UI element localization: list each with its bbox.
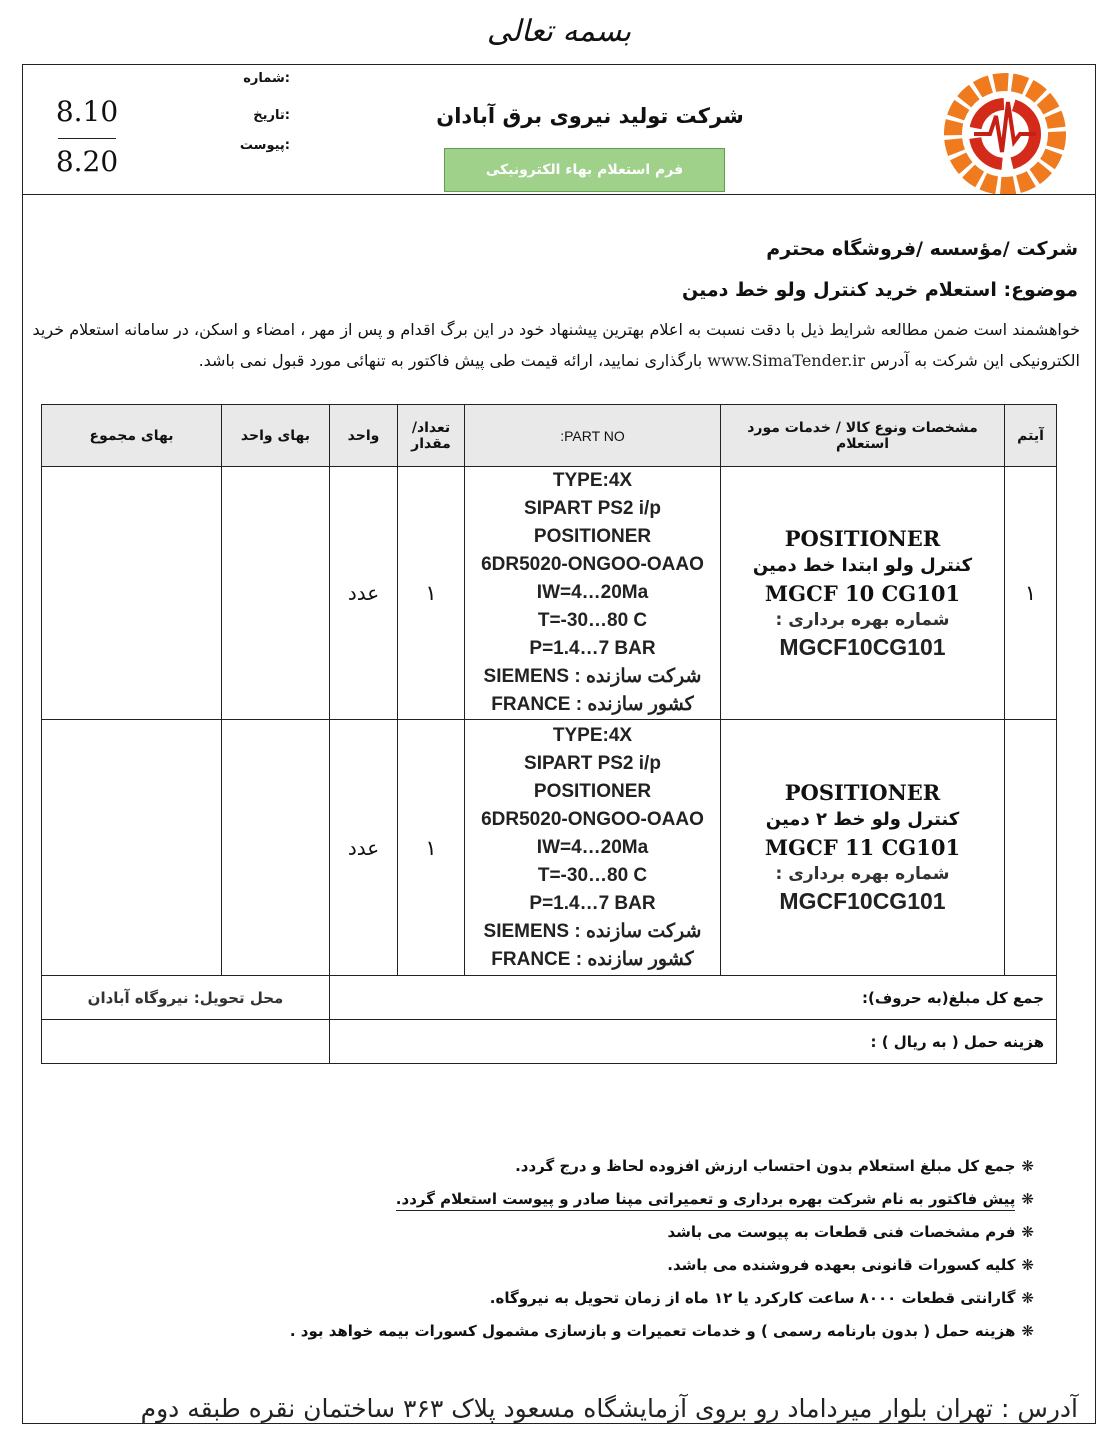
note-text: کلیه کسورات قانونی بعهده فروشنده می باشد. [667,1256,1016,1274]
part-line: IW=4…20Ma [536,836,649,858]
header-qty [398,405,465,467]
total-price-cell[interactable] [42,467,222,720]
header-spec: مشخصات ونوع کالا / خدمات مورد استعلام [721,405,1005,467]
form-title-box: فرم استعلام بهاء الکترونیکی [444,148,725,192]
header-item: آیتم [1005,405,1057,467]
spec-op-label: شماره بهره برداری : [775,864,950,884]
note-item [84,1317,1034,1350]
attachment-label: پیوست: [239,138,290,153]
bottom-divider [22,1423,1096,1424]
note-text: فرم مشخصات فنی قطعات به پیوست می باشد [667,1223,1016,1241]
part-line: کشور سازنده : FRANCE [491,694,694,715]
spec-en: POSITIONER [784,525,941,551]
subject-line: موضوع: استعلام خرید کنترل ولو خط دمین [682,279,1078,301]
part-line: P=1.4…7 BAR [529,892,656,914]
part-line: T=-30…80 C [537,864,648,886]
part-line: شرکت سازنده : SIEMENS [483,666,702,687]
header-part-no: PART NO: [465,405,721,467]
part-line: POSITIONER [533,526,652,547]
note-item [84,1284,1034,1317]
items-table [41,404,1057,1064]
shipping-value-cell[interactable] [42,1020,330,1064]
header-unit-price: بهای واحد [222,405,330,467]
part-line: TYPE:4X [552,470,633,491]
part-line: کشور سازنده : FRANCE [491,948,694,970]
bullet-icon: ❋ [1021,1256,1034,1274]
number-label: شماره: [243,71,290,86]
note-text: جمع کل مبلغ استعلام بدون احتساب ارزش افزوده لحاظ و درج گردد. [515,1157,1016,1175]
handwritten-bottom-number: 8.20 [55,145,119,178]
part-line: P=1.4…7 BAR [529,638,656,659]
table-header-row [42,405,1057,467]
note-text: گارانتی قطعات ۸۰۰۰ ساعت کارکرد یا ۱۲ ماه از زمان تحویل به نیروگاه. [489,1289,1016,1307]
header-qty-line-1: تعداد/ [411,419,451,436]
intro-text-2: بارگذاری نمایید، ارائه قیمت طی پیش فاکتور به تنهائی مورد قبول نمی باشد. [198,351,703,370]
bullet-icon: ❋ [1021,1289,1034,1307]
header-divider [22,194,1096,195]
spec-fa: کنترل ولو خط ۲ دمین [765,809,960,830]
unit-cell: عدد [330,467,398,720]
part-line: TYPE:4X [552,724,633,746]
date-label: تاریخ: [253,108,290,123]
spec-cell [721,720,1005,976]
note-text: هزینه حمل ( بدون بارنامه رسمی ) و خدمات تعمیرات و بازسازی مشمول کسورات بیمه خواهد بود . [289,1322,1016,1340]
intro-text-1: خواهشمند است ضمن مطالعه شرایط ذیل با دقت نسبت به اعلام بهترین پیشنهاد خود در این برگ اقدام و پس از مهر ، امضاء و اسکن، در سامانه استعلام خرید الکترونیکی این شرکت به آدرس [32,320,1080,370]
notes-list [84,1152,1034,1350]
header-total-price: بهای مجموع [42,405,222,467]
spec-fa: کنترل ولو ابتدا خط دمین [752,554,973,576]
part-line: شرکت سازنده : SIEMENS [483,920,702,942]
spec-code: MGCF 10 CG101 [764,580,961,606]
spec-op-label: شماره بهره برداری : [775,609,950,630]
spec-code: MGCF 11 CG101 [764,835,961,860]
sum-label: جمع کل مبلغ(به حروف): [330,976,1057,1020]
company-logo-icon [940,72,1070,194]
part-line: T=-30…80 C [537,610,648,631]
website-link[interactable]: www.SimaTender.ir [707,351,866,370]
spec-en: POSITIONER [784,780,941,805]
part-no-cell [465,720,721,976]
header-unit: واحد [330,405,398,467]
qty-cell: ۱ [398,467,465,720]
spec-op-number: MGCF10CG101 [779,633,946,660]
unit-price-cell[interactable] [222,467,330,720]
unit-cell: عدد [330,720,398,976]
company-name: شرکت تولید نیروی برق آبادان [436,104,744,128]
bismillah-heading: بسمه تعالی [486,14,632,49]
table-row [42,720,1057,976]
bullet-icon: ❋ [1021,1223,1034,1241]
note-item [84,1152,1034,1185]
sum-row [42,976,1057,1020]
note-item [84,1251,1034,1284]
header-qty-line-2: مقدار [411,435,451,452]
bullet-icon: ❋ [1021,1190,1034,1208]
greeting-line: شرکت /مؤسسه /فروشگاه محترم [766,238,1078,260]
note-item [84,1218,1034,1251]
bullet-icon: ❋ [1021,1322,1034,1340]
part-no-cell [465,467,721,720]
shipping-row [42,1020,1057,1064]
qty-cell: ۱ [398,720,465,976]
total-price-cell[interactable] [42,720,222,976]
handwritten-divider [58,138,116,139]
part-line: SIPART PS2 i/p [524,498,661,519]
part-line: POSITIONER [533,780,652,802]
table-row [42,467,1057,720]
unit-price-cell[interactable] [222,720,330,976]
part-line: SIPART PS2 i/p [524,752,661,774]
note-text: پیش فاکتور به نام شرکت بهره برداری و تعمیراتی مپنا صادر و پیوست استعلام گردد. [396,1190,1016,1211]
part-line: IW=4…20Ma [536,582,649,603]
delivery-location: محل تحویل: نیروگاه آبادان [42,976,330,1020]
address-line: آدرس : تهران بلوار میرداماد رو بروی آزمایشگاه مسعود پلاک ۳۶۳ ساختمان نقره طبقه دوم [140,1394,1078,1423]
intro-paragraph [26,314,1080,376]
part-line: 6DR5020-ONGOO-OAAO [481,554,704,575]
note-item [84,1185,1034,1218]
spec-cell [721,467,1005,720]
bullet-icon: ❋ [1021,1157,1034,1175]
item-number [1005,720,1057,976]
spec-op-number: MGCF10CG101 [779,888,946,914]
shipping-label: هزینه حمل ( به ریال ) : [330,1020,1057,1064]
item-number: ۱ [1005,467,1057,720]
part-line: 6DR5020-ONGOO-OAAO [481,808,704,830]
handwritten-top-number: 8.10 [55,95,119,128]
